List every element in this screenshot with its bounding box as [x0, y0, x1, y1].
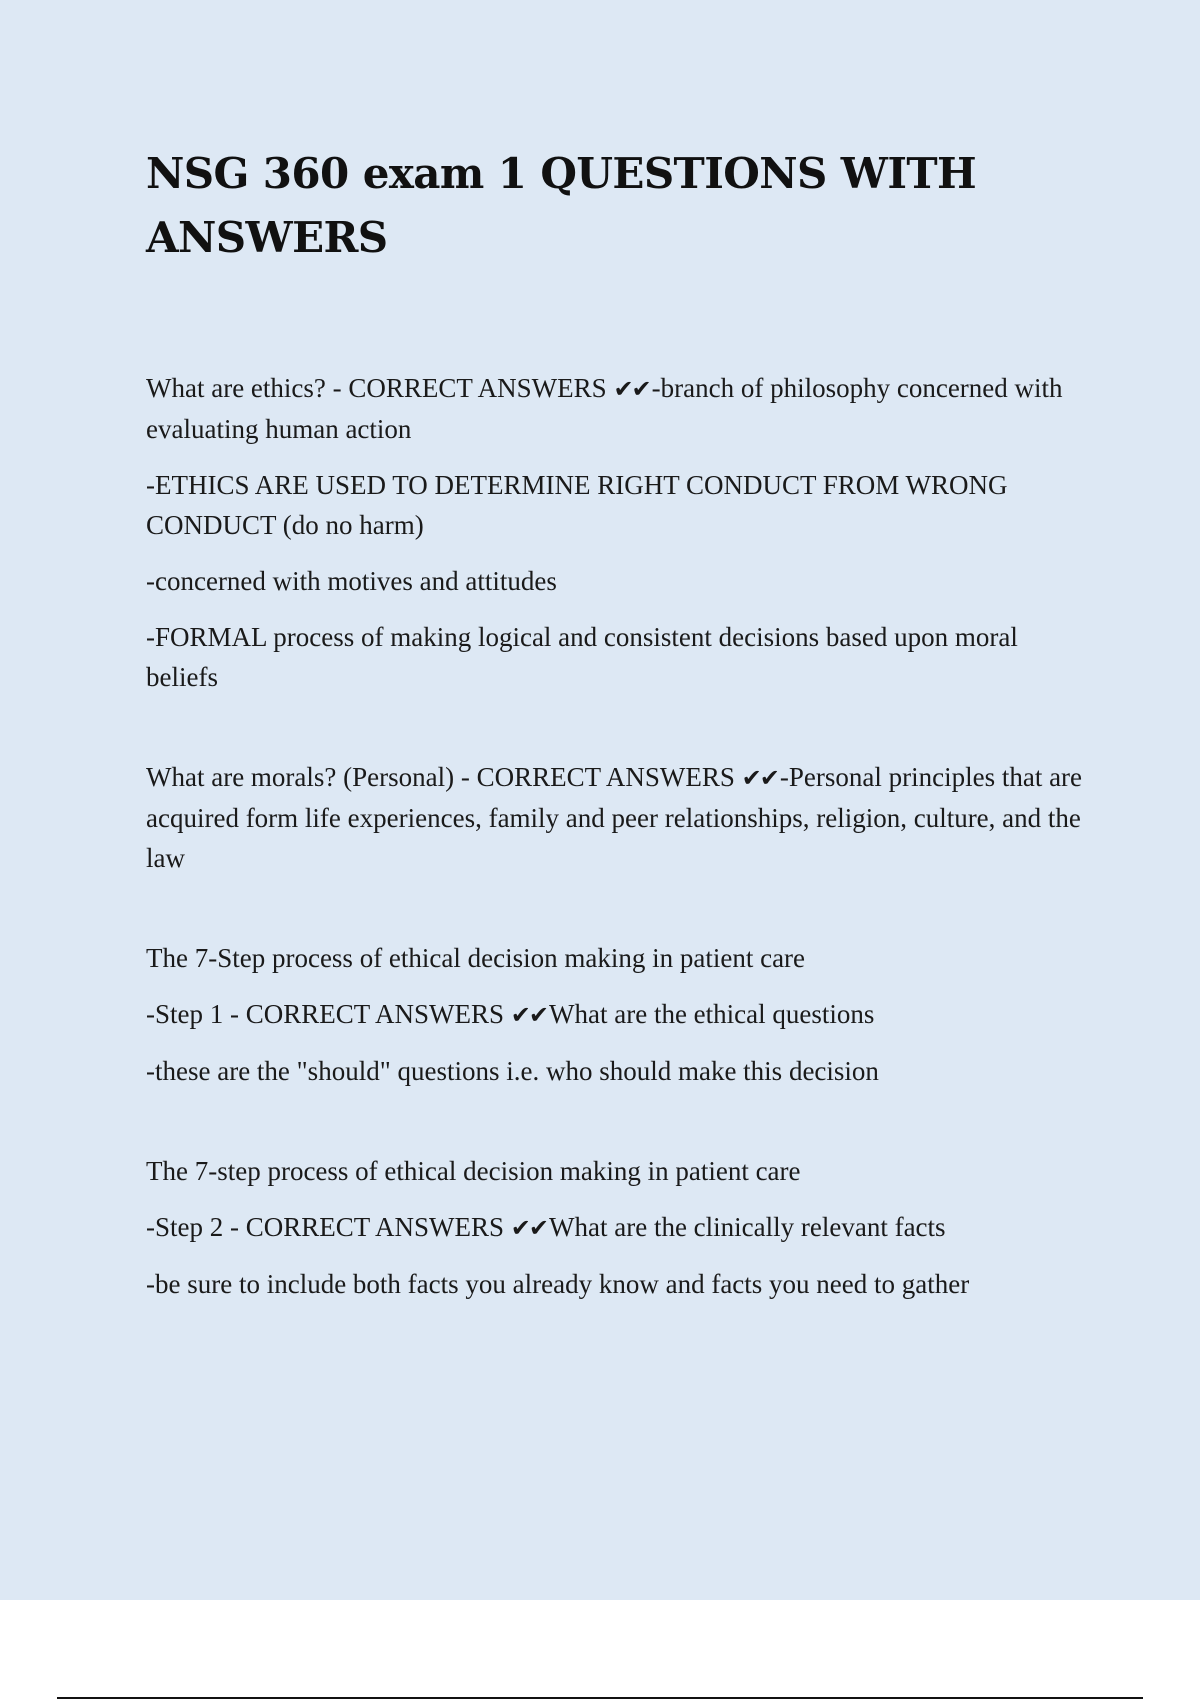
qa-block-step-1 — [146, 938, 1096, 1091]
qa-question-line — [146, 368, 1096, 449]
qa-intro-line: The 7-Step process of ethical decision making in patient care — [146, 943, 806, 973]
check-marks-icon: ✔✔ — [613, 375, 650, 403]
qa-block-step-2 — [146, 1151, 1096, 1304]
question-text: What are morals? (Personal) - CORRECT ANSWERS — [146, 762, 742, 792]
footer-divider — [57, 1697, 1143, 1699]
check-marks-icon: ✔✔ — [510, 1001, 548, 1029]
answer-text: What are the ethical questions — [549, 999, 875, 1029]
answer-line: -ETHICS ARE USED TO DETERMINE RIGHT CONDUCT FROM WRONG CONDUCT (do no harm) — [146, 470, 1008, 540]
answer-line: -FORMAL process of making logical and consistent decisions based upon moral beliefs — [146, 622, 1018, 692]
qa-block-ethics — [146, 368, 1096, 697]
check-marks-icon: ✔✔ — [741, 764, 778, 792]
answer-text: -Personal principles that are acquired form life experiences, family and peer relationships, religion, culture, and the law — [146, 762, 1083, 873]
qa-intro-line: The 7-step process of ethical decision making in patient care — [146, 1156, 801, 1186]
question-text: -Step 1 - CORRECT ANSWERS — [146, 999, 511, 1029]
qa-question-line — [146, 994, 1096, 1035]
qa-block-morals — [146, 757, 1096, 878]
answer-text: What are the clinically relevant facts — [549, 1212, 946, 1242]
answer-line: -these are the "should" questions i.e. who should make this decision — [146, 1056, 879, 1086]
answer-text: -branch of philosophy concerned with evaluating human action — [146, 373, 1063, 444]
check-marks-icon: ✔✔ — [510, 1214, 548, 1242]
qa-question-line — [146, 757, 1096, 878]
question-text: What are ethics? - CORRECT ANSWERS — [146, 373, 614, 403]
document-body — [146, 368, 1096, 1320]
question-text: -Step 2 - CORRECT ANSWERS — [146, 1212, 511, 1242]
document-title: NSG 360 exam 1 QUESTIONS WITH ANSWERS — [146, 149, 977, 262]
answer-line: -concerned with motives and attitudes — [146, 566, 557, 596]
answer-line: -be sure to include both facts you already know and facts you need to gather — [146, 1269, 970, 1299]
qa-question-line — [146, 1207, 1096, 1248]
